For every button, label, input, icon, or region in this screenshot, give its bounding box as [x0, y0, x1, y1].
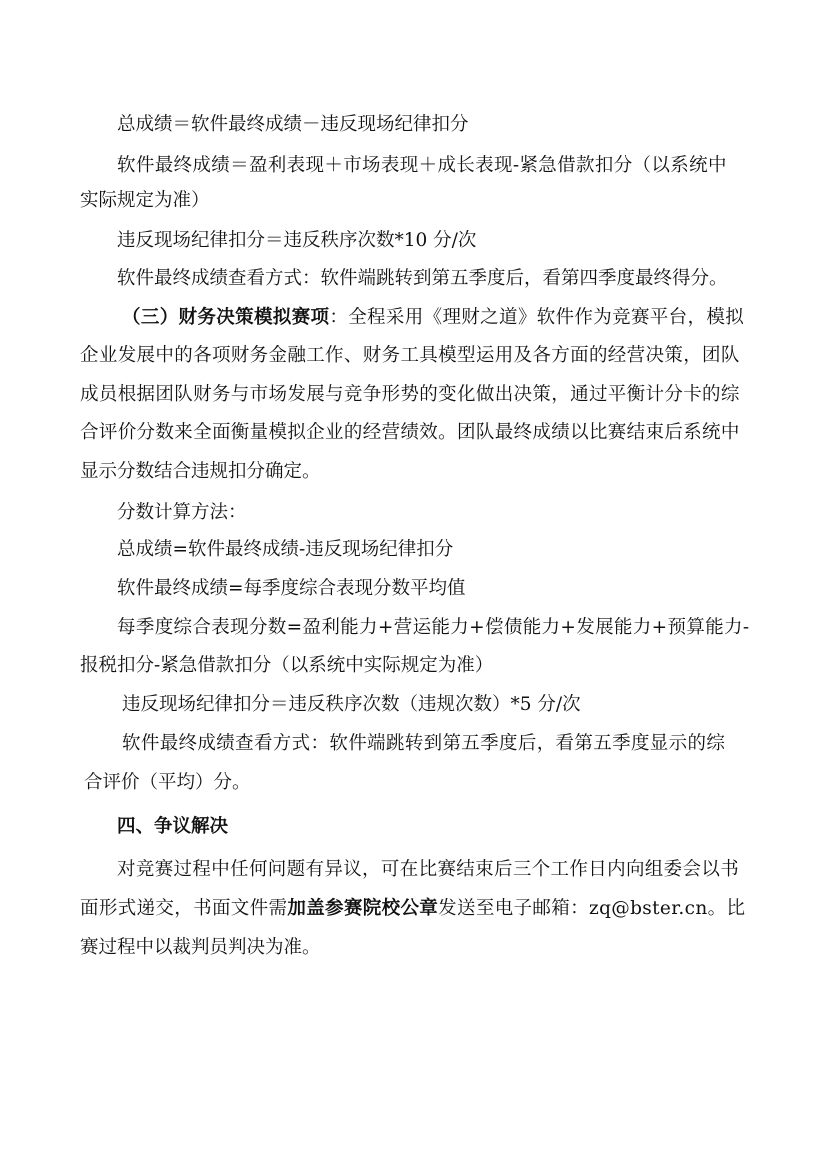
score-calculation-label: 分数计算方法：	[117, 502, 247, 523]
formula-total-score-2: 总成绩=软件最终成绩-违反现场纪律扣分	[117, 539, 454, 560]
formula-software-final-score: 软件最终成绩＝盈利表现＋市场表现＋成长表现-紧急借款扣分（以系统中	[117, 155, 727, 176]
formula-total-score: 总成绩＝软件最终成绩－违反现场纪律扣分	[117, 114, 469, 135]
submission-text-after: 发送至电子邮箱：zq@bster.cn。比	[438, 898, 746, 919]
dispute-paragraph-line-2	[80, 896, 750, 924]
formula-software-final-score-2: 软件最终成绩=每季度综合表现分数平均值	[117, 578, 466, 599]
score-view-method: 软件最终成绩查看方式：软件端跳转到第五季度后，看第四季度最终得分。	[117, 268, 728, 289]
section-4-heading: 四、争议解决	[117, 816, 229, 837]
formula-software-final-score-cont: 实际规定为准）	[80, 190, 210, 211]
score-view-method-2-cont: 合评价（平均）分。	[84, 772, 251, 793]
section-3-paragraph-line-4: 合评价分数来全面衡量模拟企业的经营绩效。团队最终成绩以比赛结束后系统中	[80, 422, 740, 443]
formula-discipline-deduction-2: 违反现场纪律扣分＝违反秩序次数（违规次数）*5 分/次	[122, 694, 581, 715]
formula-discipline-deduction: 违反现场纪律扣分＝违反秩序次数*10 分/次	[117, 230, 477, 251]
section-3-paragraph-line-3: 成员根据团队财务与市场发展与竞争形势的变化做出决策，通过平衡计分卡的综	[80, 384, 740, 405]
submission-emphasis: 加盖参赛院校公章	[287, 898, 439, 919]
section-3-heading: （三）财务决策模拟赛项	[122, 307, 330, 328]
dispute-paragraph-line-1: 对竞赛过程中任何问题有异议，可在比赛结束后三个工作日内向组委会以书	[117, 859, 740, 880]
section-3-paragraph-line-5: 显示分数结合违规扣分确定。	[80, 461, 321, 482]
formula-quarterly-score-cont: 报税扣分-紧急借款扣分（以系统中实际规定为准）	[80, 655, 494, 676]
section-3-paragraph-start	[122, 305, 792, 333]
section-3-paragraph-line-2: 企业发展中的各项财务金融工作、财务工具模型运用及各方面的经营决策，团队	[80, 345, 740, 366]
dispute-paragraph-line-3: 赛过程中以裁判员判决为准。	[80, 937, 321, 958]
submission-text-before: 面形式递交，书面文件需	[80, 898, 288, 919]
section-3-intro: ：全程采用《理财之道》软件作为竞赛平台，模拟	[329, 307, 745, 328]
formula-quarterly-score: 每季度综合表现分数=盈利能力+营运能力+偿债能力+发展能力+预算能力-	[117, 617, 750, 638]
score-view-method-2: 软件最终成绩查看方式：软件端跳转到第五季度后，看第五季度显示的综	[122, 733, 726, 754]
